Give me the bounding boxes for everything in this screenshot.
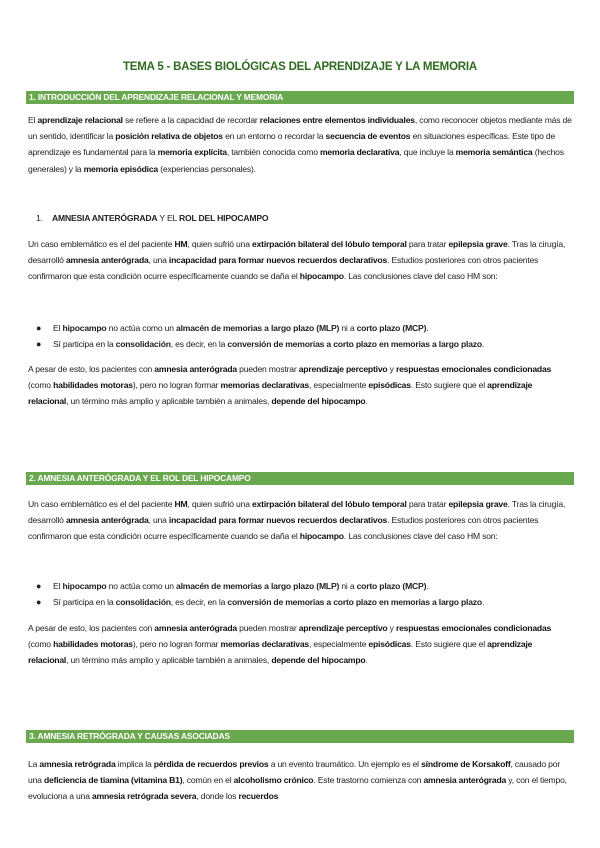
bullet-icon: ●	[36, 339, 42, 349]
page-title: TEMA 5 - BASES BIOLÓGICAS DEL APRENDIZAJE Y LA MEMORIA	[122, 61, 478, 73]
list-item: ● El hipocampo no actúa como un almacén de memorias a largo plazo (MLP) ni a corto plazo (MCP).	[36, 320, 576, 336]
bullet-list-2	[36, 578, 576, 610]
list-item: ● Sí participa en la consolidación, es decir, en la conversión de memorias a corto plazo en memorias a largo plazo.	[36, 594, 576, 610]
list-item: ● Sí participa en la consolidación, es decir, en la conversión de memorias a corto plazo en memorias a largo plazo.	[36, 336, 576, 352]
section-heading-3: 3. AMNESIA RETRÓGRADA Y CAUSAS ASOCIADAS	[26, 730, 574, 743]
bullet-icon: ●	[36, 323, 42, 333]
numbered-item-1: 1. AMNESIA ANTERÓGRADA Y EL ROL DEL HIPOCAMPO	[36, 213, 269, 223]
bullet-icon: ●	[36, 597, 42, 607]
paragraph-case-hm: Un caso emblemático es el del paciente HM, quien sufrió una extirpación bilateral del lóbulo temporal para tratar epilepsia grave. Tras la cirugía, desarrolló amnesia anterógrada, una incapacidad para formar nuevos recuerdos declarativos. Estudios posteriores con otros pacientes confirmaron que esta condición ocurre específicamente cuando se daña el hipocampo. Las conclusiones clave del caso HM son:	[28, 499, 566, 542]
paragraph-retrograde: La amnesia retrógrada implica la pérdida de recuerdos previos a un evento traumático. Un ejemplo es el síndrome de Korsakoff, causado por una deficiencia de tiamina (vitamina B1), común en el alcoholismo crónico. Este trastorno comienza con amnesia anterógrada y, con el tiempo, evoluciona a una amnesia retrógrada severa, donde los recuerdos	[28, 759, 567, 802]
paragraph-case-hm: Un caso emblemático es el del paciente HM, quien sufrió una extirpación bilateral del lóbulo temporal para tratar epilepsia grave. Tras la cirugía, desarrolló amnesia anterógrada, una incapacidad para formar nuevos recuerdos declarativos. Estudios posteriores con otros pacientes confirmaron que esta condición ocurre específicamente cuando se daña el hipocampo. Las conclusiones clave del caso HM son:	[28, 239, 566, 282]
section-heading-2: 2. AMNESIA ANTERÓGRADA Y EL ROL DEL HIPOCAMPO	[26, 472, 574, 485]
paragraph-conclusion: A pesar de esto, los pacientes con amnesia anterógrada pueden mostrar aprendizaje perceptivo y respuestas emocionales condicionadas (como habilidades motoras), pero no logran formar memorias declarativas, especialmente episódicas. Esto sugiere que el aprendizaje relacional, un término más amplio y aplicable también a animales, depende del hipocampo.	[28, 364, 552, 407]
paragraph-intro: El aprendizaje relacional se refiere a la capacidad de recordar relaciones entre elementos individuales, como reconocer objetos mediante más de un sentido, identificar la posición relativa de objetos en un entorno o recordar la secuencia de eventos en situaciones específicas. Este tipo de aprendizaje es fundamental para la memoria explícita, también conocida como memoria declarativa, que incluye la memoria semántica (hechos generales) y la memoria episódica (experiencias personales).	[28, 115, 572, 174]
section-heading-1: 1. INTRODUCCIÓN DEL APRENDIZAJE RELACIONAL Y MEMORIA	[26, 91, 574, 104]
paragraph-conclusion: A pesar de esto, los pacientes con amnesia anterógrada pueden mostrar aprendizaje perceptivo y respuestas emocionales condicionadas (como habilidades motoras), pero no logran formar memorias declarativas, especialmente episódicas. Esto sugiere que el aprendizaje relacional, un término más amplio y aplicable también a animales, depende del hipocampo.	[28, 623, 552, 666]
bullet-icon: ●	[36, 581, 42, 591]
bullet-list-1	[36, 320, 576, 352]
list-item: ● El hipocampo no actúa como un almacén de memorias a largo plazo (MLP) ni a corto plazo (MCP).	[36, 578, 576, 594]
